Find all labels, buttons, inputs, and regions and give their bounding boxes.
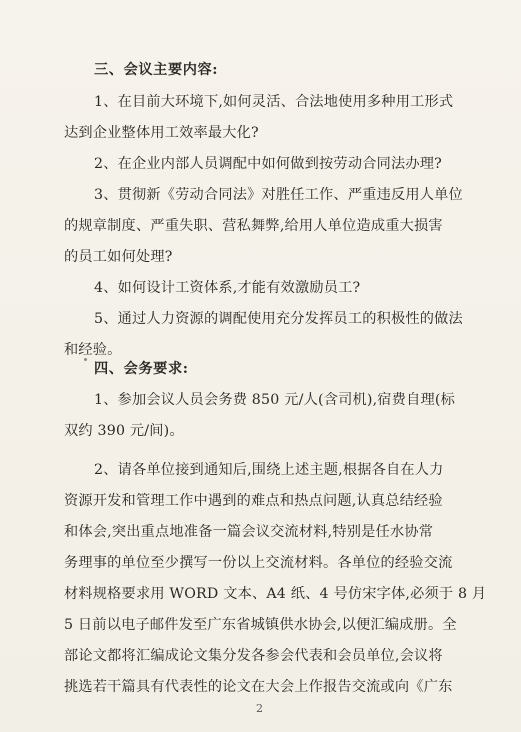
item-4-1-line-1: 1、参加会议人员会务费 850 元/人(含司机),宿费自理(标 (94, 392, 455, 408)
item-4-2-line-3: 和体会,突出重点地准备一篇会议交流材料,特别是任水协常 (64, 524, 434, 540)
item-4-2-line-1: 2、请各单位接到通知后,围绕上述主题,根据各自在人力 (94, 462, 444, 478)
item-3-2-line-1: 2、在企业内部人员调配中如何做到按劳动合同法办理? (94, 156, 442, 172)
item-3-3-line-1: 3、贯彻新《劳动合同法》对胜任工作、严重违反用人单位 (94, 187, 463, 203)
section-4-heading: 四、会务要求: (94, 361, 189, 377)
item-3-3-line-3: 的员工如何处理? (64, 249, 173, 265)
item-3-5-line-2: 和经验。 (64, 342, 122, 358)
item-3-1-line-1: 1、在目前大环境下,如何灵活、合法地使用多种用工形式 (94, 94, 454, 110)
item-4-1-line-2: 双约 390 元/间)。 (64, 423, 184, 439)
item-4-2-line-7: 部论文都将汇编成论文集分发各参会代表和会员单位,会议将 (64, 648, 443, 664)
section-3-heading: 三、会议主要内容: (94, 62, 219, 78)
page-number: 2 (256, 702, 263, 715)
item-4-2-line-2: 资源开发和管理工作中遇到的难点和热点问题,认真总结经验 (64, 493, 443, 509)
item-3-4-line-1: 4、如何设计工资体系,才能有效激励员工? (94, 280, 361, 296)
item-3-1-line-2: 达到企业整体用工效率最大化? (64, 125, 259, 141)
item-4-2-line-5: 材料规格要求用 WORD 文本、A4 纸、4 号仿宋字体,必须于 8 月 (64, 586, 487, 602)
item-4-2-line-6: 5 日前以电子邮件发至广东省城镇供水协会,以便汇编成册。全 (64, 617, 457, 633)
item-3-3-line-2: 的规章制度、严重失职、营私舞弊,给用人单位造成重大损害 (64, 218, 443, 234)
item-4-2-line-4: 务理事的单位至少撰写一份以上交流材料。各单位的经验交流 (64, 555, 453, 571)
item-3-5-line-1: 5、通过人力资源的调配使用充分发挥员工的积极性的做法 (94, 311, 463, 327)
item-4-2-line-8: 挑选若干篇具有代表性的论文在大会上作报告交流或向《广东 (64, 679, 453, 695)
scan-mark (84, 358, 87, 361)
